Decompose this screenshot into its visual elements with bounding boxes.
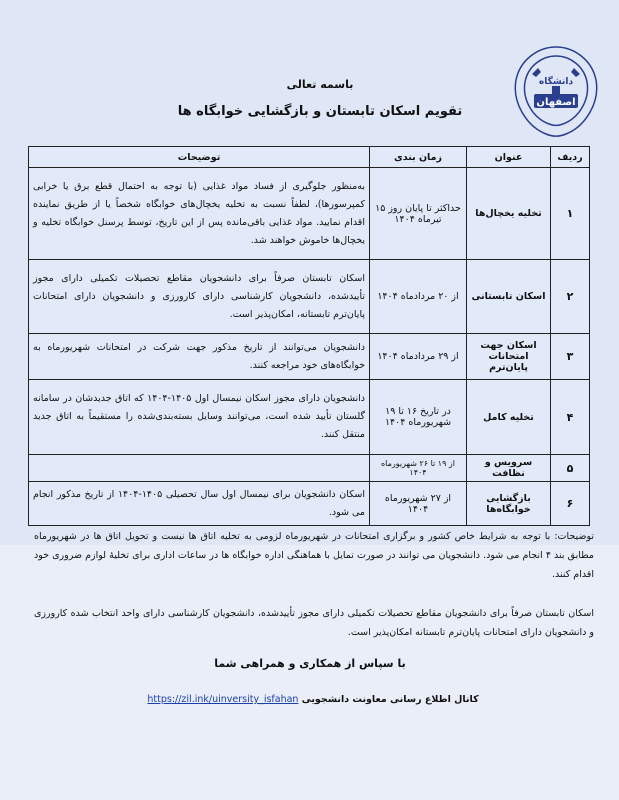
schedule-table	[28, 146, 590, 526]
page-title: تقویم اسکان تابستان و بازگشایی خوابگاه ها	[177, 104, 463, 119]
row-time: از ۲۰ مردادماه ۱۴۰۴	[370, 260, 467, 334]
row-subject: تخلیه کامل	[467, 380, 551, 455]
col-header-subject: عنوان	[467, 147, 551, 168]
row-subject: اسکان تابستانی	[467, 260, 551, 334]
row-subject: بازگشایی خوابگاه‌ها	[467, 482, 551, 526]
row-subject: اسکان جهت امتحانات پایان‌ترم	[467, 334, 551, 380]
row-subject: تخلیه یخچال‌ها	[467, 168, 551, 260]
row-description	[29, 455, 370, 482]
svg-text:دانشگاه: دانشگاه	[538, 77, 574, 87]
footer-label: کانال اطلاع رسانی معاونت دانشجویی	[301, 694, 479, 705]
row-number: ۱	[551, 168, 590, 260]
row-time: حداکثر تا پایان روز ۱۵ تیرماه ۱۴۰۴	[370, 168, 467, 260]
row-time: در تاریخ ۱۶ تا ۱۹ شهریورماه ۱۴۰۴	[370, 380, 467, 455]
basmala: باسمه تعالی	[286, 78, 354, 91]
row-description: دانشجویان دارای مجوز اسکان نیمسال اول ۱۴۰۵-۱۴۰۴ که اتاق جدیدشان در سامانه گلستان تأیید شده است، می‌توانند وسایل بسته‌بندی‌شده را مستقیماً به اتاق جدید منتقل کنند.	[29, 380, 370, 455]
table-row	[29, 168, 590, 260]
row-number: ۲	[551, 260, 590, 334]
col-header-row-number: ردیف	[551, 147, 590, 168]
row-number: ۶	[551, 482, 590, 526]
row-description: دانشجویان می‌توانند از تاریخ مذکور جهت شرکت در امتحانات شهریورماه به خوابگاه‌های خود مراجعه کنند.	[29, 334, 370, 380]
table-header-row	[29, 147, 590, 168]
row-number: ۵	[551, 455, 590, 482]
table-row	[29, 455, 590, 482]
row-description: اسکان تابستان صرفاً برای دانشجویان مقاطع تحصیلات تکمیلی دارای مجوز تأییدشده، دانشجویان کارشناسی دارای کارورزی و دانشجویان دارای امتحانات پایان‌ترم تابستانه، امکان‌پذیر است.	[29, 260, 370, 334]
channel-link[interactable]: https://zil.ink/uinversity_isfahan	[147, 694, 299, 705]
table-row	[29, 380, 590, 455]
row-number: ۴	[551, 380, 590, 455]
row-time: از ۲۹ مردادماه ۱۴۰۴	[370, 334, 467, 380]
svg-text:اصفهان: اصفهان	[536, 97, 576, 108]
table-row	[29, 482, 590, 526]
col-header-description: توضیحات	[29, 147, 370, 168]
row-number: ۳	[551, 334, 590, 380]
footer	[100, 694, 520, 705]
table-row	[29, 334, 590, 380]
col-header-timing: زمان بندی	[370, 147, 467, 168]
row-description: اسکان دانشجویان برای نیمسال اول سال تحصیلی ۱۴۰۵-۱۴۰۴ از تاریخ مذکور انجام می شود.	[29, 482, 370, 526]
row-description: به‌منظور جلوگیری از فساد مواد غذایی (با توجه به احتمال قطع برق یا خرابی کمپرسورها)، لطفاً نسبت به تخلیه یخچال‌های خوابگاه شخصاً یا از طریق نماینده اقدام نمایید. مواد غذایی باقی‌مانده پس از این تاریخ، توسط پرسنل خوابگاه تخلیه و یخچال‌ها خاموش خواهند شد.	[29, 168, 370, 260]
table-row	[29, 260, 590, 334]
row-time: از ۲۷ شهریورماه ۱۴۰۴	[370, 482, 467, 526]
note-explanations: توضیحات: با توجه به شرایط خاص کشور و برگزاری امتحانات در شهریورماه لزومی به تخلیه اتاق ها نیست و تحویل اتاق ها در شهریورماه مطابق بند ۴ انجام می شود. دانشجویان می توانند در صورت تمایل با هماهنگی اداره خوابگاه ها در ساعات اداری برای تخلیهٔ لوازم ضروری خود اقدام کنند.	[34, 531, 594, 580]
thanks-text: با سپاس از همکاری و همراهی شما	[214, 657, 406, 670]
row-subject: سرویس و نظافت	[467, 455, 551, 482]
note-summer-housing: اسکان تابستان صرفاً برای دانشجویان مقاطع تحصیلات تکمیلی دارای مجوز تأییدشده، دانشجویان کارشناسی دارای واحد انتخاب شده کارورزی و دانشجویان دارای امتحانات پایان‌ترم تابستانه امکان‌پذیر است.	[34, 608, 594, 638]
row-time: از ۱۹ تا ۲۶ شهریورماه ۱۴۰۴	[370, 455, 467, 482]
university-logo	[512, 44, 600, 138]
